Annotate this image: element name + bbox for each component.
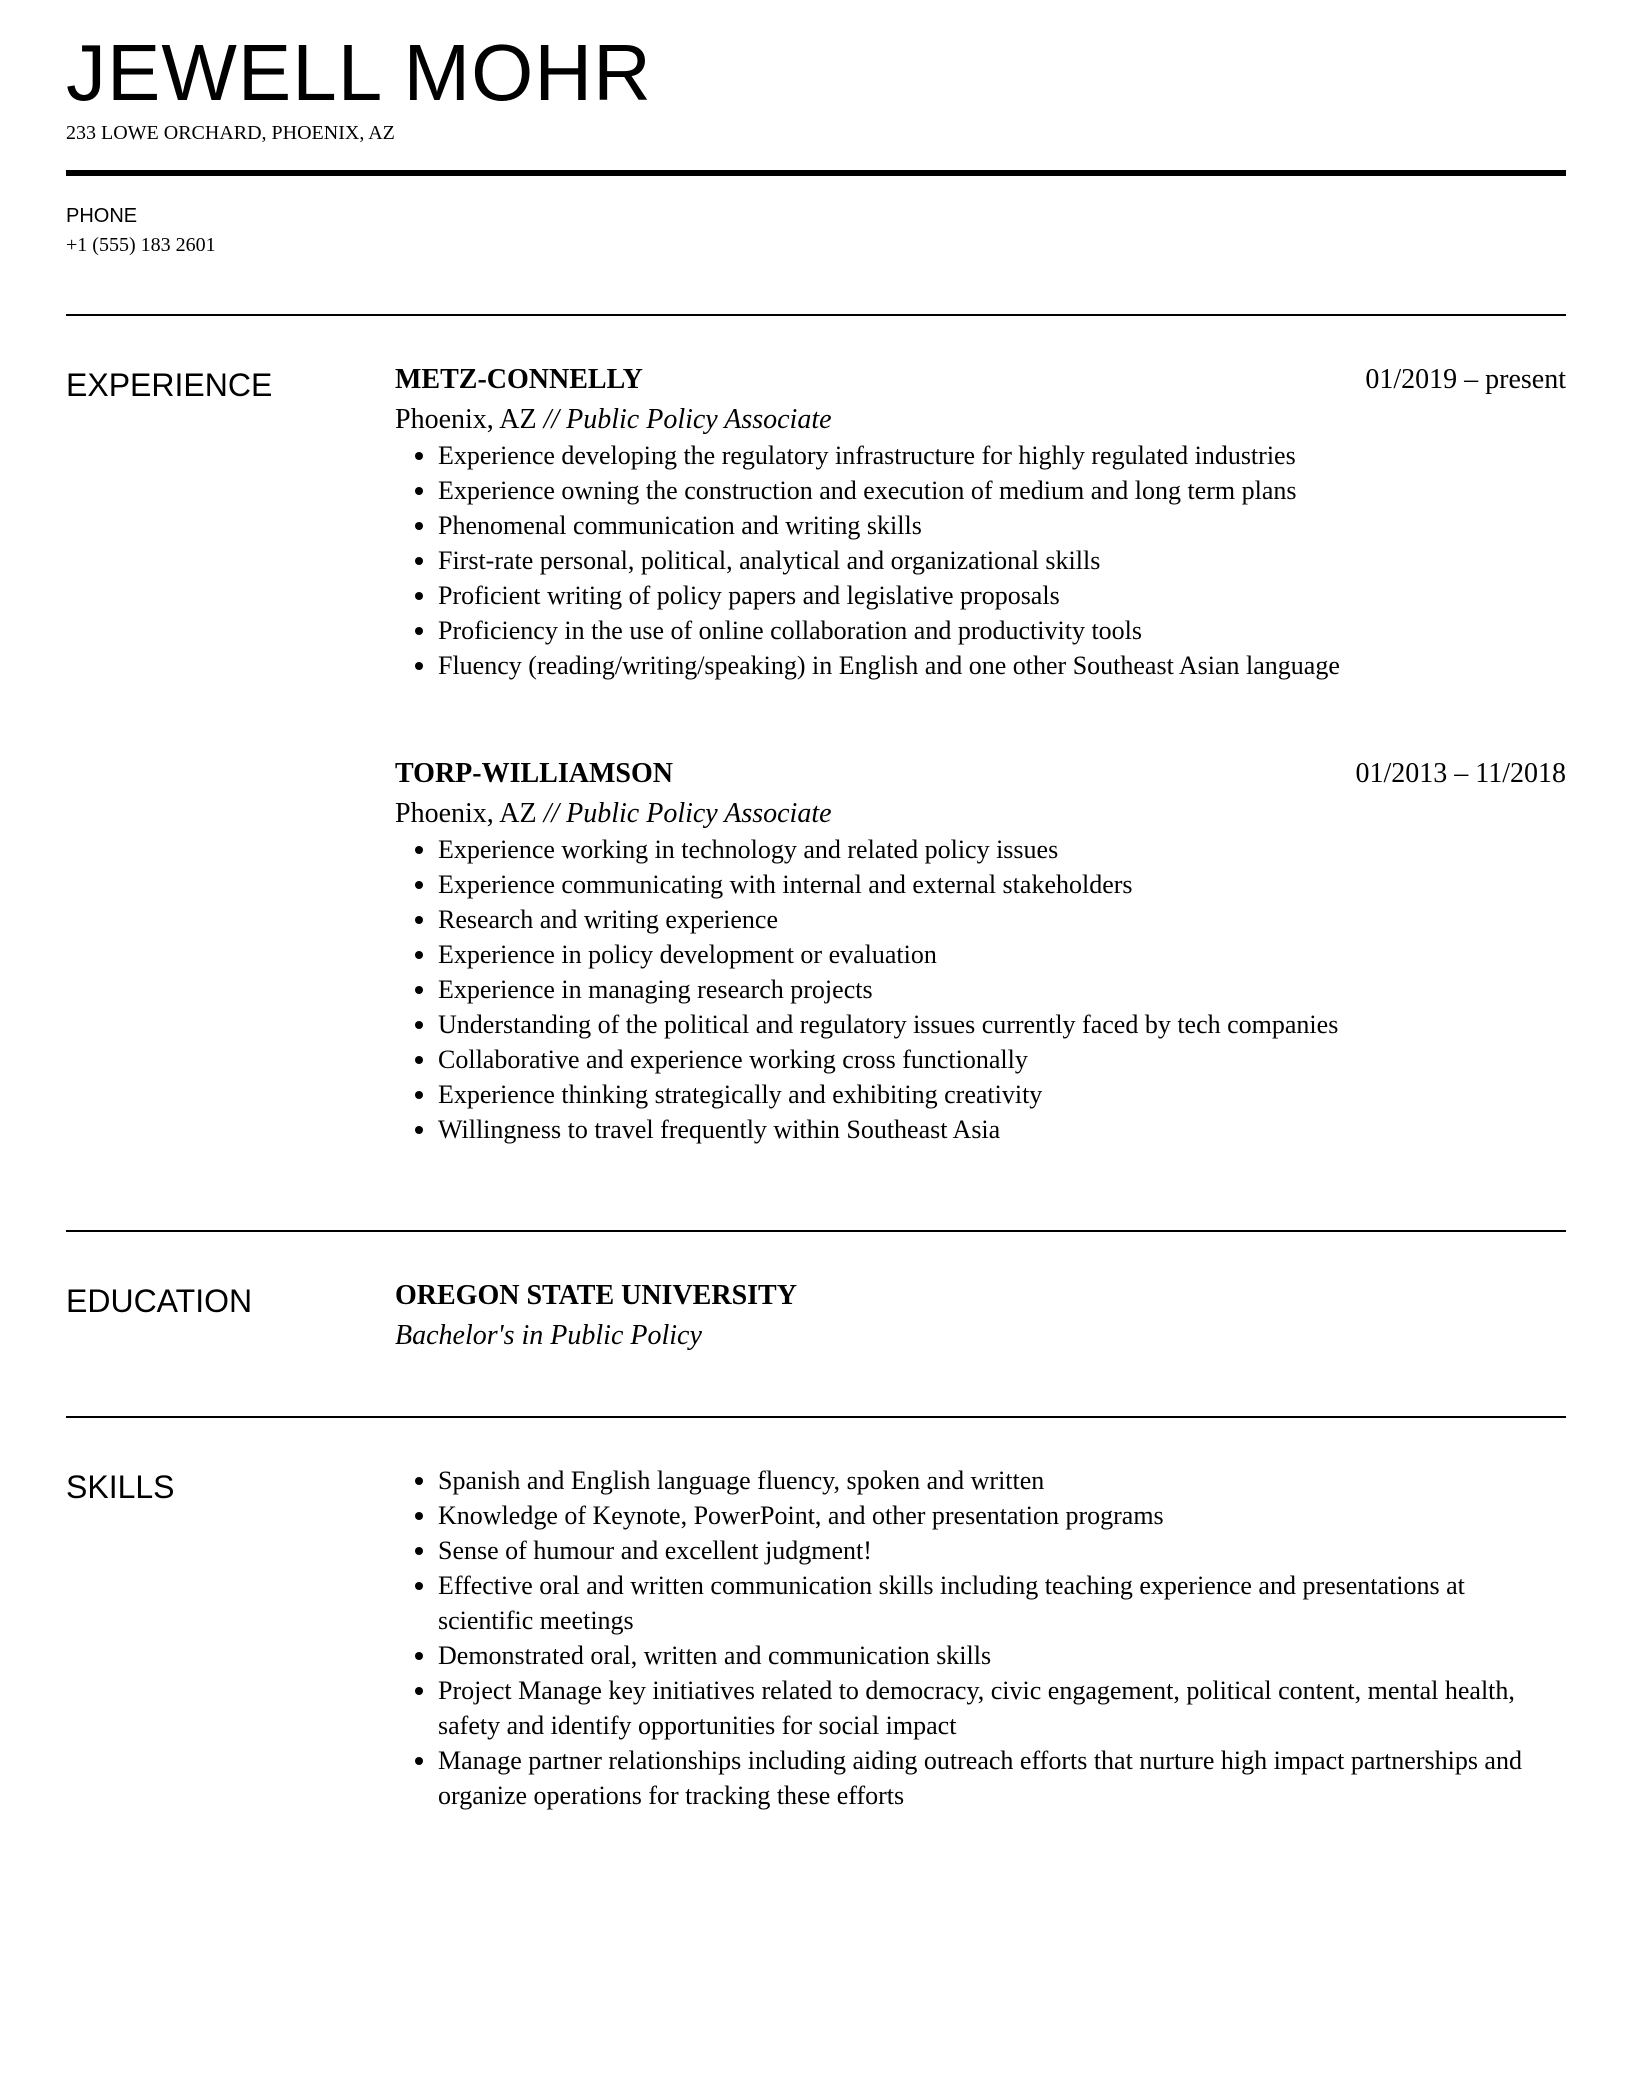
job-company: TORP-WILLIAMSON (395, 758, 673, 789)
bullet-icon (415, 662, 423, 670)
job-role: Public Policy Associate (566, 798, 832, 829)
job-entry (395, 756, 1566, 1147)
list-item-text: Understanding of the political and regulatory issues currently faced by tech companies (438, 1010, 1339, 1039)
list-item (395, 1077, 1566, 1112)
list-item (395, 902, 1566, 937)
candidate-address: 233 LOWE ORCHARD, PHOENIX, AZ (66, 122, 395, 144)
phone-value: +1 (555) 183 2601 (66, 234, 216, 256)
section-divider (66, 1230, 1566, 1232)
list-item (395, 1042, 1566, 1077)
list-item (395, 1498, 1566, 1533)
candidate-name: JEWELL MOHR (66, 28, 652, 117)
job-header (395, 756, 1566, 796)
list-item-text: First-rate personal, political, analytical and organizational skills (438, 546, 1101, 575)
job-separator: // (536, 404, 567, 435)
job-separator: // (536, 798, 567, 829)
list-item-text: Experience thinking strategically and exhibiting creativity (438, 1080, 1043, 1109)
bullet-icon (415, 916, 423, 924)
skills-section-title: SKILLS (66, 1469, 175, 1505)
bullet-icon (415, 1021, 423, 1029)
education-degree (395, 1318, 1566, 1354)
list-item-text: Spanish and English language fluency, spoken and written (438, 1466, 1045, 1495)
job-location: Phoenix, AZ (395, 798, 537, 829)
bullet-icon (415, 1126, 423, 1134)
education-header (395, 1278, 1566, 1318)
list-item-text: Willingness to travel frequently within Southeast Asia (438, 1115, 1001, 1144)
list-item-text: Knowledge of Keynote, PowerPoint, and other presentation programs (438, 1501, 1164, 1530)
job-entry (395, 362, 1566, 683)
list-item (395, 1463, 1566, 1498)
job-bullets (395, 832, 1566, 1147)
list-item-text: Fluency (reading/writing/speaking) in English and one other Southeast Asian language (438, 651, 1340, 680)
list-item (395, 473, 1566, 508)
bullet-icon (415, 846, 423, 854)
list-item-text: Proficient writing of policy papers and legislative proposals (438, 581, 1060, 610)
job-header (395, 362, 1566, 402)
skills-list (395, 1463, 1566, 1813)
bullet-icon (415, 487, 423, 495)
list-item (395, 508, 1566, 543)
bullet-icon (415, 627, 423, 635)
section-divider (66, 314, 1566, 316)
bullet-icon (415, 1547, 423, 1555)
list-item-text: Experience developing the regulatory infrastructure for highly regulated industries (438, 441, 1296, 470)
job-role: Public Policy Associate (566, 404, 832, 435)
list-item-text: Collaborative and experience working cross functionally (438, 1045, 1028, 1074)
list-item (395, 648, 1566, 683)
experience-section-title: EXPERIENCE (66, 367, 273, 403)
list-item-text: Experience in policy development or evaluation (438, 940, 937, 969)
job-bullets (395, 438, 1566, 683)
bullet-icon (415, 881, 423, 889)
section-divider (66, 1416, 1566, 1418)
job-subtitle (395, 796, 1566, 832)
list-item (395, 1112, 1566, 1147)
list-item (395, 578, 1566, 613)
list-item-text: Experience communicating with internal and external stakeholders (438, 870, 1133, 899)
education-entry (395, 1278, 1566, 1354)
job-subtitle (395, 402, 1566, 438)
list-item (395, 1638, 1566, 1673)
bullet-icon (415, 522, 423, 530)
skills-entry (395, 1463, 1566, 1813)
job-location: Phoenix, AZ (395, 404, 537, 435)
job-dates: 01/2013 – 11/2018 (1355, 758, 1566, 789)
list-item-text: Research and writing experience (438, 905, 779, 934)
list-item-text: Manage partner relationships including aiding outreach efforts that nurture high impact partnerships and organize operations for tracking these efforts (438, 1746, 1522, 1810)
job-company: METZ-CONNELLY (395, 364, 643, 395)
list-item (395, 1743, 1566, 1813)
bullet-icon (415, 1652, 423, 1660)
education-section-title: EDUCATION (66, 1283, 253, 1319)
list-item (395, 972, 1566, 1007)
list-item-text: Proficiency in the use of online collaboration and productivity tools (438, 616, 1143, 645)
header-divider (66, 170, 1566, 176)
list-item (395, 937, 1566, 972)
job-dates: 01/2019 – present (1365, 364, 1566, 395)
list-item (395, 1673, 1566, 1743)
list-item-text: Experience in managing research projects (438, 975, 873, 1004)
bullet-icon (415, 951, 423, 959)
bullet-icon (415, 986, 423, 994)
bullet-icon (415, 452, 423, 460)
list-item-text: Sense of humour and excellent judgment! (438, 1536, 872, 1565)
bullet-icon (415, 1056, 423, 1064)
list-item-text: Effective oral and written communication skills including teaching experience and presentations at scientific meetings (438, 1571, 1465, 1635)
list-item-text: Experience working in technology and related policy issues (438, 835, 1059, 864)
list-item (395, 543, 1566, 578)
bullet-icon (415, 1512, 423, 1520)
education-school: OREGON STATE UNIVERSITY (395, 1280, 797, 1311)
list-item (395, 832, 1566, 867)
bullet-icon (415, 1477, 423, 1485)
list-item (395, 438, 1566, 473)
list-item-text: Demonstrated oral, written and communication skills (438, 1641, 992, 1670)
list-item (395, 867, 1566, 902)
list-item (395, 1568, 1566, 1638)
bullet-icon (415, 557, 423, 565)
list-item-text: Project Manage key initiatives related to democracy, civic engagement, political content, mental health, safety and identify opportunities for social impact (438, 1676, 1515, 1740)
list-item-text: Phenomenal communication and writing skills (438, 511, 922, 540)
phone-label: PHONE (66, 205, 138, 227)
list-item (395, 613, 1566, 648)
bullet-icon (415, 592, 423, 600)
education-degree-text: Bachelor's in Public Policy (395, 1320, 702, 1351)
list-item-text: Experience owning the construction and execution of medium and long term plans (438, 476, 1297, 505)
list-item (395, 1007, 1566, 1042)
bullet-icon (415, 1687, 423, 1695)
bullet-icon (415, 1757, 423, 1765)
bullet-icon (415, 1091, 423, 1099)
bullet-icon (415, 1582, 423, 1590)
list-item (395, 1533, 1566, 1568)
